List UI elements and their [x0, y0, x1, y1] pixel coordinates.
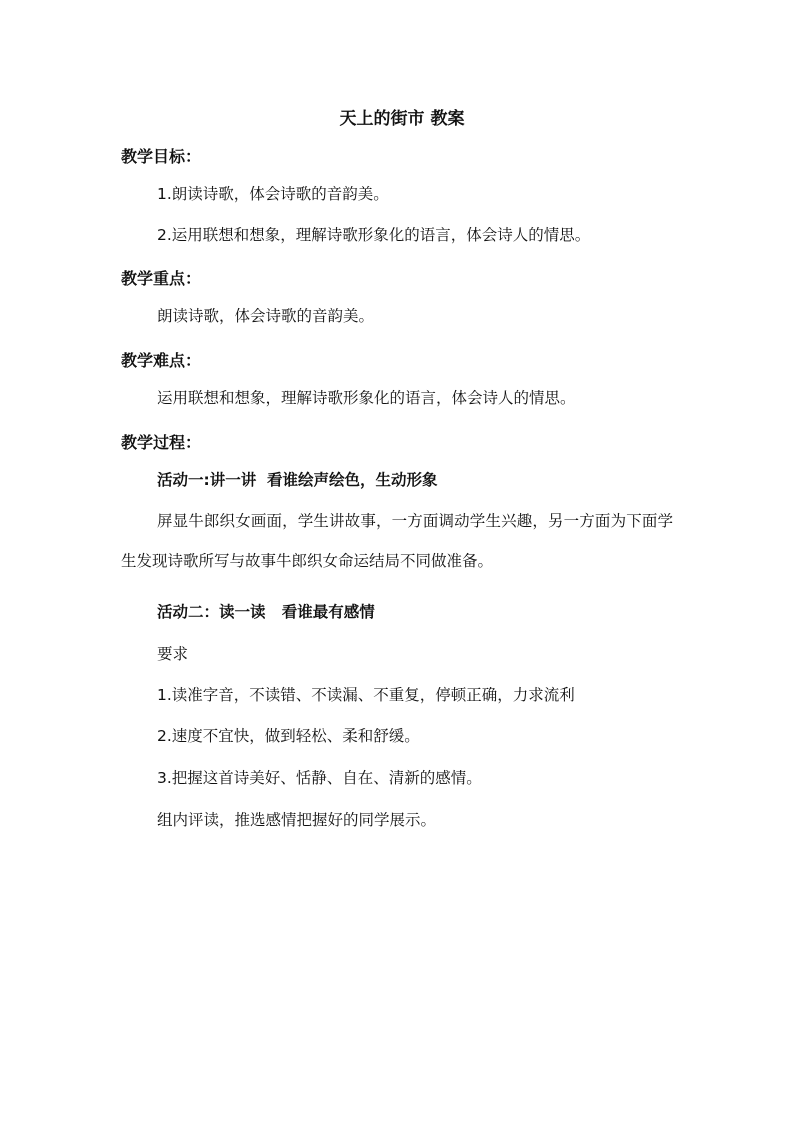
requirement-item: 2.速度不宜快，做到轻松、柔和舒缓。 — [157, 727, 420, 745]
activity-two-title: 活动二：读一读 看谁最有感情 — [157, 603, 375, 621]
requirement-item: 1.读准字音，不读错、不读漏、不重复，停顿正确，力求流利 — [157, 686, 575, 704]
difficulties-text: 运用联想和想象，理解诗歌形象化的语言，体会诗人的情思。 — [157, 389, 576, 407]
document-body — [121, 141, 673, 841]
section-heading-key-points: 教学重点： — [121, 269, 202, 288]
section-teaching-process — [121, 427, 673, 841]
activity-one-title: 活动一:讲一讲 看谁绘声绘色，生动形象 — [157, 471, 438, 489]
section-teaching-goals — [121, 141, 673, 255]
activity-one-text: 屏显牛郎织女画面，学生讲故事，一方面调动学生兴趣，另一方面为下面学生发现诗歌所写与故事牛郎织女命运结局不同做准备。 — [121, 512, 673, 570]
key-points-text: 朗读诗歌，体会诗歌的音韵美。 — [157, 307, 375, 325]
section-key-points — [121, 263, 673, 337]
section-heading-difficulties: 教学难点： — [121, 351, 202, 370]
section-heading-process: 教学过程： — [121, 433, 202, 452]
goal-item: 1.朗读诗歌，体会诗歌的音韵美。 — [157, 185, 389, 203]
requirement-item: 3.把握这首诗美好、恬静、自在、清新的感情。 — [157, 769, 482, 787]
document-title: 天上的街市 教案 — [339, 109, 465, 129]
section-heading-goals: 教学目标： — [121, 147, 202, 166]
section-difficulties — [121, 345, 673, 419]
activity-two-closing: 组内评读，推选感情把握好的同学展示。 — [157, 811, 437, 829]
activity-two-requirement-label: 要求 — [157, 645, 189, 663]
goal-item: 2.运用联想和想象，理解诗歌形象化的语言，体会诗人的情思。 — [157, 226, 591, 244]
